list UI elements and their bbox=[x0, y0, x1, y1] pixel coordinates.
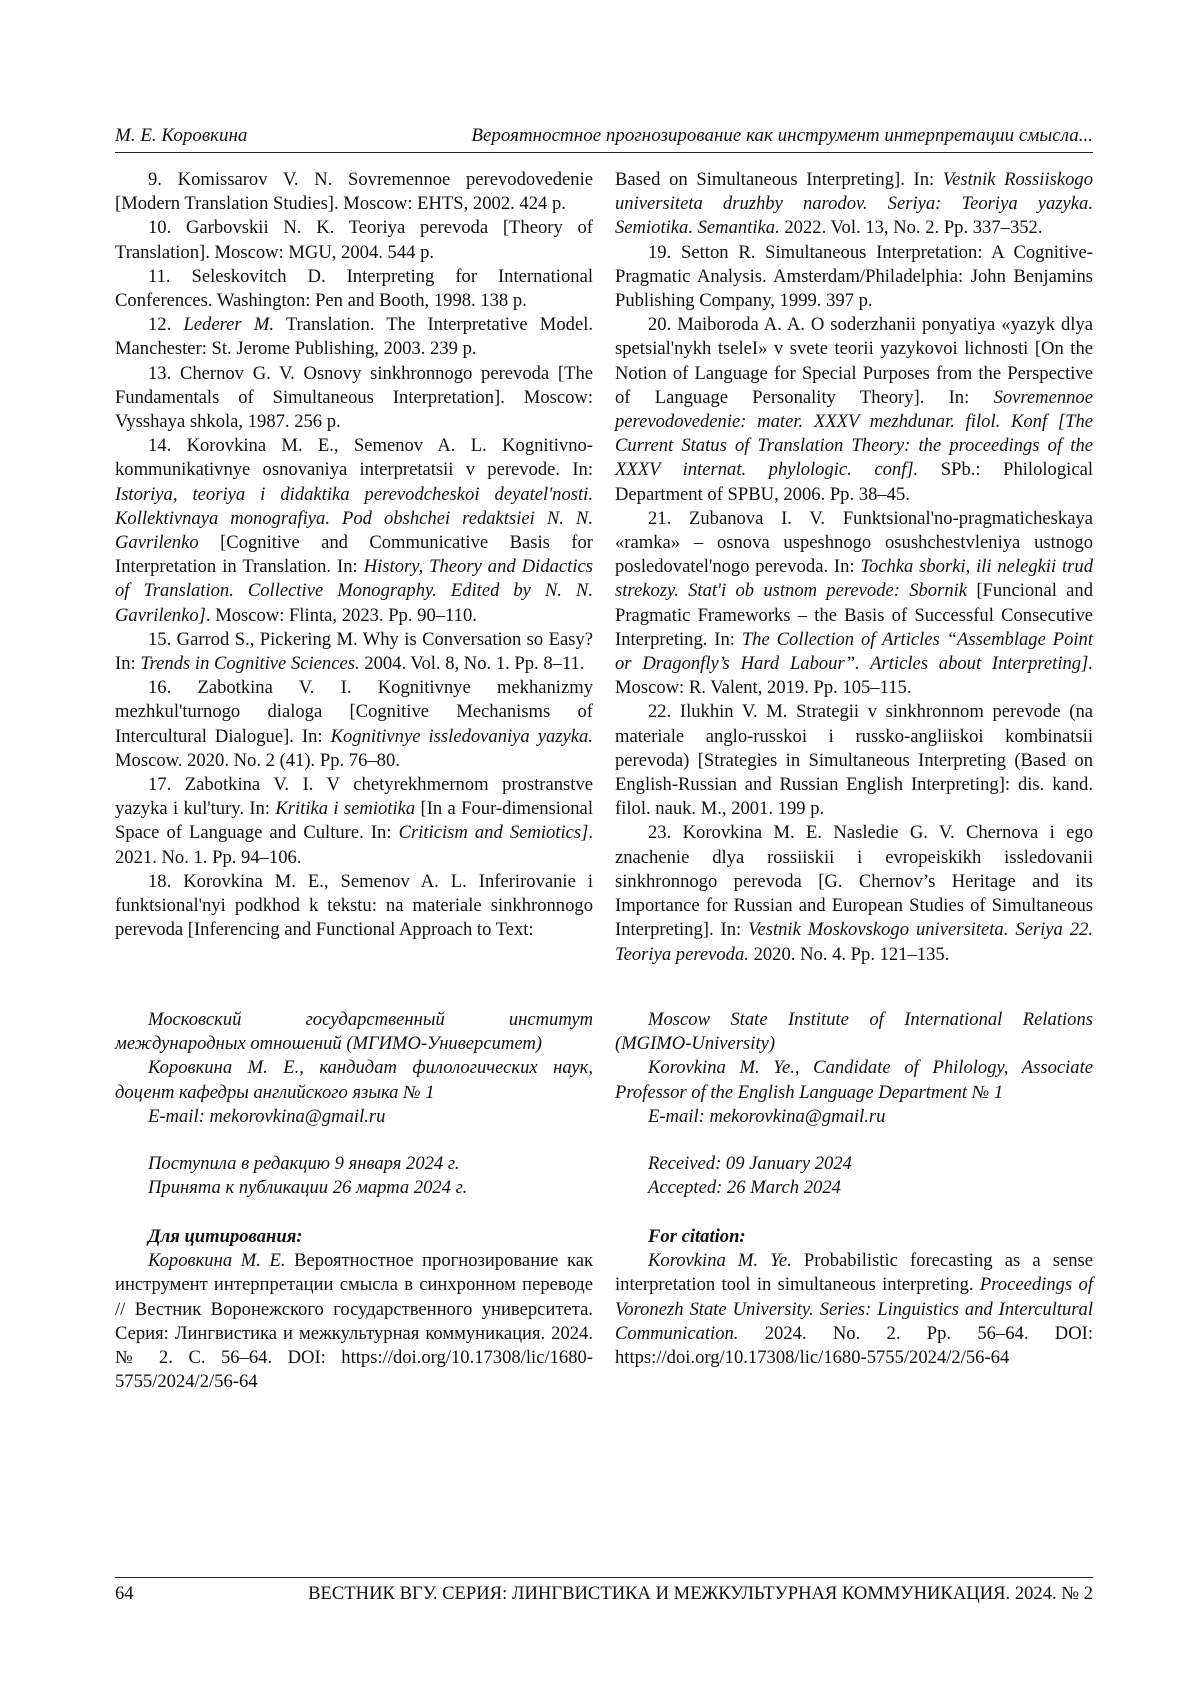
reference-item: 14. Korovkina M. E., Semenov A. L. Kognitivno-kommunikativnye osnovaniya interpretatsii v perevode. In: Istoriya, teoriya i didaktika perevodcheskoi deyatel'nosti. Kollektivnaya monografiya. Pod obshchei redaktsiei N. N. Gavrilenko [Cognitive and Communicative Basis for Interpretation in Translation. In: History, Theory and Didactics of Translation. Collective Monography. Edited by N. N. Gavrilenko]. Moscow: Flinta, 2023. Pp. 90–110. bbox=[115, 434, 593, 628]
reference-continuation: Based on Simultaneous Interpreting]. In: Vestnik Rossiiskogo universiteta druzhby narodov. Seriya: Teoriya yazyka. Semiotika. Semantika. 2022. Vol. 13, No. 2. Pp. 337–352. bbox=[615, 168, 1093, 241]
reference-item: 18. Korovkina M. E., Semenov A. L. Inferirovanie i funktsional'nyi podkhod k tekstu: na materiale sinkhronnogo perevoda [Inferencing and Functional Approach to Text: bbox=[115, 870, 593, 943]
reference-item: 21. Zubanova I. V. Funktsional'no-pragmaticheskaya «ramka» – osnova uspeshnogo osushchestvleniya ustnogo posledovatel'nogo perevoda. In: Tochka sborki, ili nelegkii trud strekozy. Stat'i ob ustnom perevode: Sbornik [Funcional and Pragmatic Frameworks – the Basis of Successful Consecutive Interpreting. In: The Collection of Articles “Assemblage Point or Dragonfly’s Hard Labour”. Articles about Interpreting]. Moscow: R. Valent, 2019. Pp. 105–115. bbox=[615, 507, 1093, 701]
header-author: М. Е. Коровкина bbox=[115, 125, 247, 147]
affiliation-ru-institution: Московский государственный институт международных отношений (МГИМО-Университет) bbox=[115, 1008, 593, 1056]
references-right-column bbox=[615, 168, 1093, 967]
journal-footer-title: ВЕСТНИК ВГУ. СЕРИЯ: ЛИНГВИСТИКА И МЕЖКУЛЬТУРНАЯ КОММУНИКАЦИЯ. 2024. № 2 bbox=[308, 1583, 1093, 1605]
affiliation-en bbox=[615, 1008, 1093, 1129]
citation-ru-heading: Для цитирования: bbox=[115, 1225, 593, 1249]
reference-item: 19. Setton R. Simultaneous Interpretation: A Cognitive-Pragmatic Analysis. Amsterdam/Philadelphia: John Benjamins Publishing Company, 1999. 397 p. bbox=[615, 241, 1093, 314]
running-header bbox=[115, 125, 1093, 151]
header-running-title: Вероятностное прогнозирование как инструмент интерпретации смысла... bbox=[471, 125, 1093, 147]
reference-item: 20. Maiboroda A. A. O soderzhanii ponyatiya «yazyk dlya spetsial'nykh tseleI» v svete teorii yazykovoi lichnosti [On the Notion of Language for Special Purposes from the Perspective of Language Personality Theory]. In: Sovremennoe perevodovedenie: mater. XXXV mezhdunar. filol. Konf [The Current Status of Translation Theory: the proceedings of the XXXV internat. phylologic. conf]. SPb.: Philological Department of SPBU, 2006. Pp. 38–45. bbox=[615, 313, 1093, 507]
page-number: 64 bbox=[115, 1583, 134, 1605]
citation-ru-text: Коровкина М. Е. Вероятностное прогнозирование как инструмент интерпретации смысла в синхронном переводе // Вестник Воронежского государственного университета. Серия: Лингвистика и межкультурная коммуникация. 2024. № 2. С. 56–64. DOI: https://doi.org/10.17308/lic/1680-5755/2024/2/56-64 bbox=[115, 1249, 593, 1394]
reference-item: 23. Korovkina M. E. Nasledie G. V. Chernova i ego znachenie dlya rossiiskii i evropeiskikh issledovanii sinkhronnogo perevoda [G. Chernov’s Heritage and its Importance for Russian and European Studies of Simultaneous Interpreting]. In: Vestnik Moskovskogo universiteta. Seriya 22. Teoriya perevoda. 2020. No. 4. Pp. 121–135. bbox=[615, 821, 1093, 966]
affiliation-en-email: E-mail: mekorovkina@gmail.ru bbox=[615, 1105, 1093, 1129]
affiliation-ru-email: E-mail: mekorovkina@gmail.ru bbox=[115, 1105, 593, 1129]
header-divider bbox=[115, 152, 1093, 153]
reference-item: 13. Chernov G. V. Osnovy sinkhronnogo perevoda [The Fundamentals of Simultaneous Interpretation]. Moscow: Vysshaya shkola, 1987. 256 p. bbox=[115, 362, 593, 435]
citation-en-heading: For citation: bbox=[615, 1225, 1093, 1249]
affiliation-en-institution: Moscow State Institute of International Relations (MGIMO-University) bbox=[615, 1008, 1093, 1056]
citation-en bbox=[615, 1225, 1093, 1370]
reference-item: 10. Garbovskii N. K. Teoriya perevoda [Theory of Translation]. Moscow: MGU, 2004. 544 p. bbox=[115, 216, 593, 264]
reference-item: 11. Seleskovitch D. Interpreting for International Conferences. Washington: Pen and Booth, 1998. 138 p. bbox=[115, 265, 593, 313]
reference-item: 22. Ilukhin V. M. Strategii v sinkhronnom perevode (na materiale anglo-russkoi i russko-angliiskoi kombinatsii perevoda) [Strategies in Simultaneous Interpreting (Based on English-Russian and Russian English Interpreting]: dis. kand. filol. nauk. M., 2001. 199 p. bbox=[615, 700, 1093, 821]
reference-item: 9. Komissarov V. N. Sovremennoe perevodovedenie [Modern Translation Studies]. Moscow: EHTS, 2002. 424 p. bbox=[115, 168, 593, 216]
reference-item: 16. Zabotkina V. I. Kognitivnye mekhanizmy mezhkul'turnogo dialoga [Cognitive Mechanisms of Intercultural Dialogue]. In: Kognitivnye issledovaniya yazyka. Moscow. 2020. No. 2 (41). Pp. 76–80. bbox=[115, 676, 593, 773]
citation-en-text: Korovkina M. Ye. Probabilistic forecasting as a sense interpretation tool in simultaneous interpreting. Proceedings of Voronezh State University. Series: Linguistics and Intercultural Communication. 2024. No. 2. Pp. 56–64. DOI: https://doi.org/10.17308/lic/1680-5755/2024/2/56-64 bbox=[615, 1249, 1093, 1370]
affiliation-en-author-info: Korovkina M. Ye., Candidate of Philology, Associate Professor of the English Language Department № 1 bbox=[615, 1056, 1093, 1104]
reference-item: 15. Garrod S., Pickering M. Why is Conversation so Easy? In: Trends in Cognitive Sciences. 2004. Vol. 8, No. 1. Pp. 8–11. bbox=[115, 628, 593, 676]
received-date-ru: Поступила в редакцию 9 января 2024 г. bbox=[115, 1152, 593, 1176]
accepted-date-ru: Принята к публикации 26 марта 2024 г. bbox=[115, 1176, 593, 1200]
footer-divider bbox=[115, 1577, 1093, 1578]
affiliation-ru bbox=[115, 1008, 593, 1129]
references-left-column bbox=[115, 168, 593, 943]
dates-en bbox=[615, 1152, 1093, 1200]
reference-item: 12. Lederer M. Translation. The Interpretative Model. Manchester: St. Jerome Publishing, 2003. 239 p. bbox=[115, 313, 593, 361]
dates-ru bbox=[115, 1152, 593, 1200]
received-date-en: Received: 09 January 2024 bbox=[615, 1152, 1093, 1176]
reference-item: 17. Zabotkina V. I. V chetyrekhmernom prostranstve yazyka i kul'tury. In: Kritika i semiotika [In a Four-dimensional Space of Language and Culture. In: Criticism and Semiotics]. 2021. No. 1. Pp. 94–106. bbox=[115, 773, 593, 870]
citation-ru bbox=[115, 1225, 593, 1394]
accepted-date-en: Accepted: 26 March 2024 bbox=[615, 1176, 1093, 1200]
affiliation-ru-author-info: Коровкина М. Е., кандидат филологических наук, доцент кафедры английского языка № 1 bbox=[115, 1056, 593, 1104]
